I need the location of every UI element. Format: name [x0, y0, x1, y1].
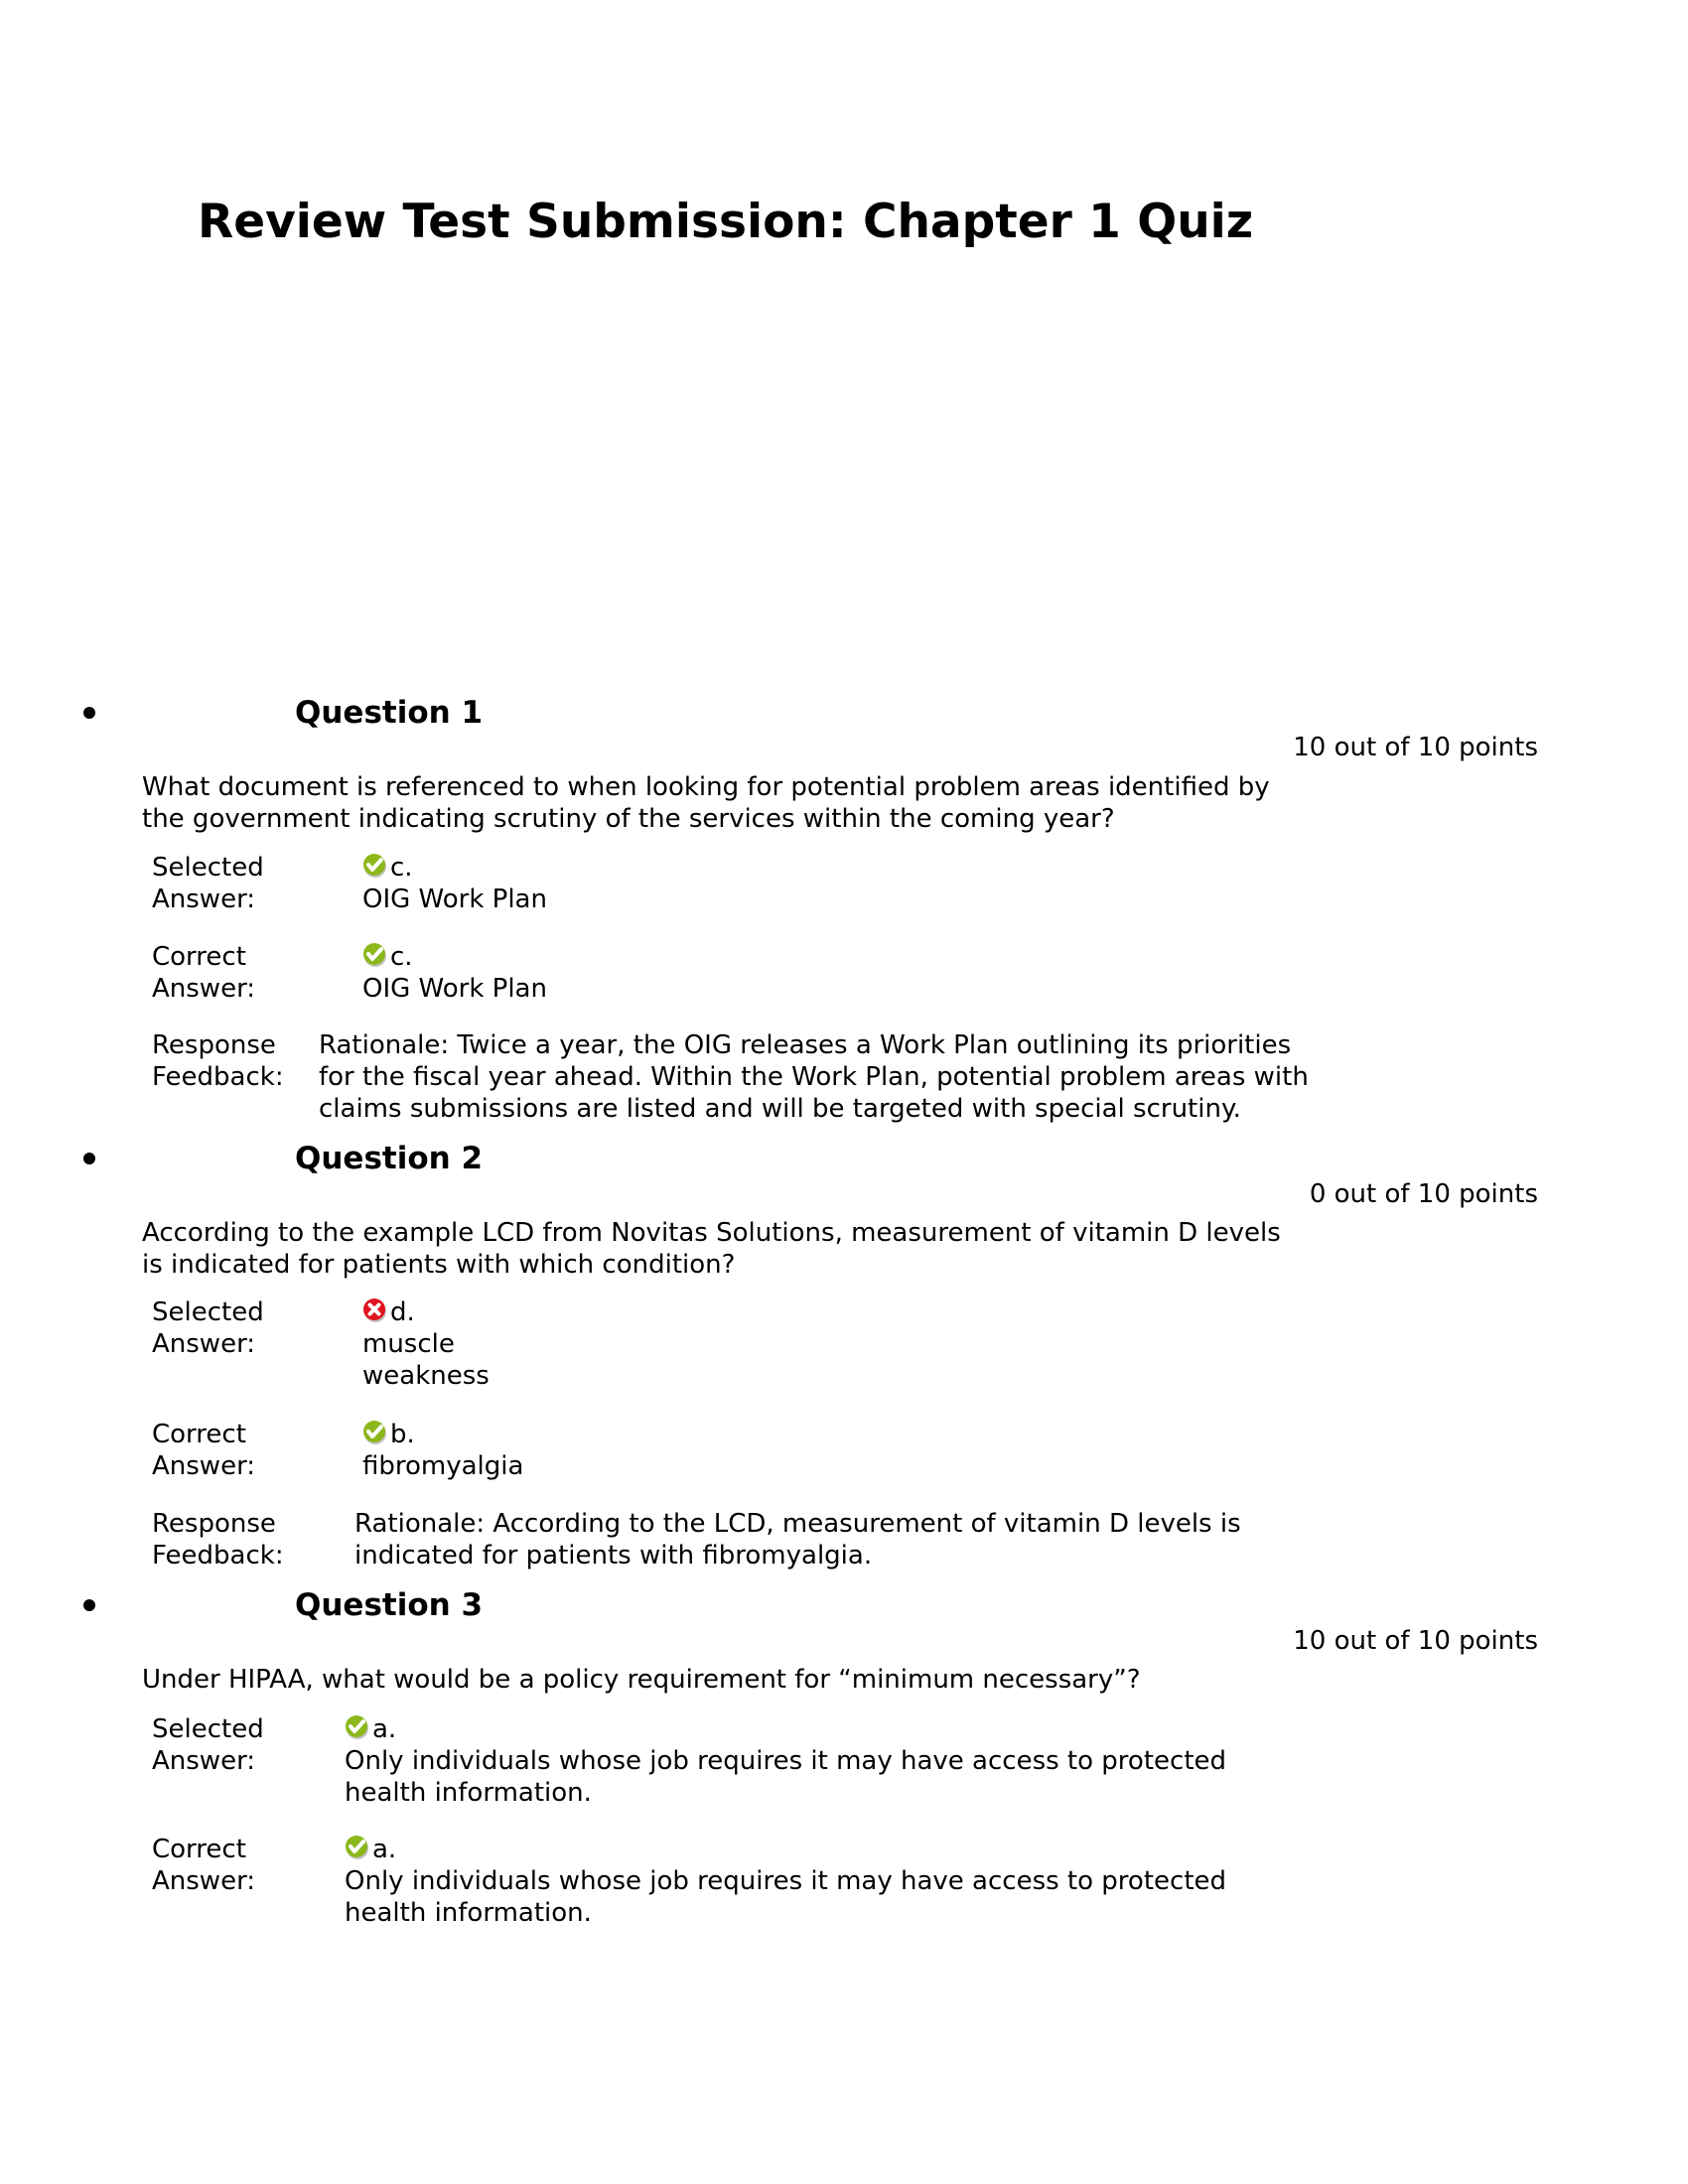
text-line: indicated for patients with fibromyalgia.	[354, 1541, 873, 1570]
text-line: for the fiscal year ahead. Within the Work Plan, potential problem areas with	[319, 1062, 1309, 1092]
response-feedback-label	[152, 1029, 301, 1093]
question-heading: Question 2	[295, 1141, 484, 1176]
question-points: 0 out of 10 points	[1309, 1179, 1538, 1209]
text-line: Answer:	[152, 1746, 256, 1776]
text-line: Under HIPAA, what would be a policy requirement for “minimum necessary”?	[142, 1665, 1141, 1695]
question-points: 10 out of 10 points	[1293, 733, 1538, 762]
answer-letter: a.	[372, 1714, 397, 1744]
text-line: Feedback:	[152, 1062, 284, 1092]
list-bullet	[83, 707, 95, 719]
response-feedback	[354, 1508, 1241, 1571]
text-line: Selected	[152, 853, 264, 883]
incorrect-x-icon	[362, 1297, 388, 1323]
text-line: Correct	[152, 1835, 246, 1864]
correct-answer	[362, 1419, 523, 1482]
question-points: 10 out of 10 points	[1293, 1626, 1538, 1656]
text-line: health information.	[345, 1898, 592, 1928]
correct-answer-label	[152, 941, 301, 1005]
text-line: claims submissions are listed and will be targeted with special scrutiny.	[319, 1094, 1241, 1124]
response-feedback	[319, 1029, 1309, 1125]
question-text	[142, 771, 1270, 835]
selected-answer-label	[152, 1713, 301, 1777]
selected-answer-label	[152, 852, 301, 915]
correct-check-icon	[362, 1420, 388, 1445]
text-line: Rationale: According to the LCD, measurement of vitamin D levels is	[354, 1509, 1241, 1539]
text-line: Correct	[152, 1420, 246, 1449]
text-line: fibromyalgia	[362, 1451, 524, 1481]
question-heading: Question 1	[295, 695, 484, 731]
text-line: the government indicating scrutiny of the services within the coming year?	[142, 804, 1115, 834]
text-line: Only individuals whose job requires it may have access to protected	[345, 1746, 1227, 1776]
text-line: Answer:	[152, 1329, 256, 1359]
text-line: What document is referenced to when looking for potential problem areas identified by	[142, 772, 1270, 802]
text-line: Answer:	[152, 974, 256, 1004]
response-feedback-label	[152, 1508, 301, 1571]
text-line: Rationale: Twice a year, the OIG releases a Work Plan outlining its priorities	[319, 1030, 1292, 1060]
answer-letter: b.	[390, 1420, 415, 1449]
text-line: Correct	[152, 942, 246, 972]
text-line: health information.	[345, 1778, 592, 1808]
text-line: OIG Work Plan	[362, 974, 547, 1004]
text-line: Selected	[152, 1297, 264, 1327]
selected-answer-label	[152, 1297, 301, 1360]
text-line: is indicated for patients with which condition?	[142, 1250, 736, 1280]
text-line: weakness	[362, 1361, 490, 1391]
question-heading: Question 3	[295, 1587, 484, 1623]
answer-letter: a.	[372, 1835, 397, 1864]
answer-letter: d.	[390, 1297, 415, 1327]
text-line: OIG Work Plan	[362, 885, 547, 914]
selected-answer	[362, 1297, 490, 1392]
list-bullet	[83, 1599, 95, 1611]
correct-check-icon	[362, 853, 388, 879]
text-line: Feedback:	[152, 1541, 284, 1570]
correct-answer	[345, 1834, 1226, 1929]
text-line: Answer:	[152, 1866, 256, 1896]
correct-check-icon	[362, 942, 388, 968]
text-line: According to the example LCD from Novitas Solutions, measurement of vitamin D levels	[142, 1218, 1281, 1248]
correct-answer	[362, 941, 547, 1005]
page-title: Review Test Submission: Chapter 1 Quiz	[198, 195, 1254, 249]
text-line: Response	[152, 1030, 276, 1060]
answer-letter: c.	[390, 942, 413, 972]
correct-answer-label	[152, 1834, 301, 1897]
correct-answer-label	[152, 1419, 301, 1482]
correct-check-icon	[345, 1714, 370, 1740]
list-bullet	[83, 1153, 95, 1164]
question-text	[142, 1217, 1281, 1281]
text-line: Answer:	[152, 885, 256, 914]
selected-answer	[362, 852, 547, 915]
text-line: Answer:	[152, 1451, 256, 1481]
answer-letter: c.	[390, 853, 413, 883]
text-line: Selected	[152, 1714, 264, 1744]
selected-answer	[345, 1713, 1226, 1809]
text-line: muscle	[362, 1329, 455, 1359]
text-line: Response	[152, 1509, 276, 1539]
text-line: Only individuals whose job requires it may have access to protected	[345, 1866, 1227, 1896]
correct-check-icon	[345, 1835, 370, 1860]
question-text	[142, 1664, 1141, 1696]
